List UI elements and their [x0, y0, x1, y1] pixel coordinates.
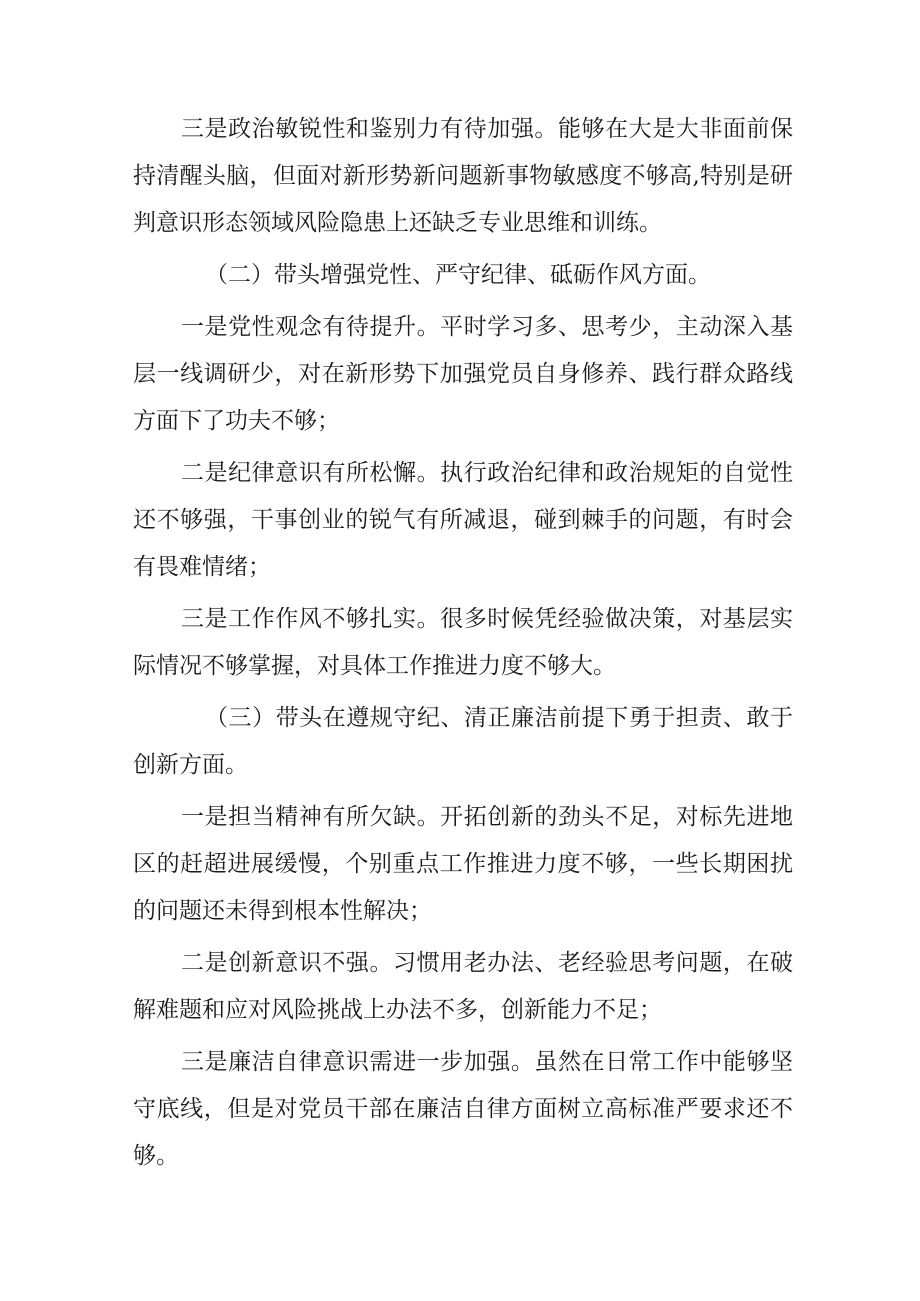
section-heading-3: （三）带头在遵规守纪、清正廉洁前提下勇于担责、敢于创新方面。: [133, 705, 793, 778]
paragraph-innovation: 二是创新意识不强。习惯用老办法、老经验思考问题，在破解难题和应对风险挑战上办法不多，创新能力不足；: [133, 950, 793, 1023]
section-heading-2: （二）带头增强党性、严守纪律、砥砺作风方面。: [205, 262, 711, 288]
paragraph-integrity: 三是廉洁自律意识需进一步加强。虽然在日常工作中能够坚守底线，但是对党员干部在廉洁自律方面树立高标准严要求还不够。: [133, 1049, 793, 1169]
paragraph-responsibility: 一是担当精神有所欠缺。开拓创新的劲头不足，对标先进地区的赶超进展缓慢，个别重点工作推进力度不够，一些长期困扰的问题还未得到根本性解决；: [133, 804, 793, 924]
document-body: [133, 106, 793, 1185]
paragraph-discipline: 二是纪律意识有所松懈。执行政治纪律和政治规矩的自觉性还不够强，干事创业的锐气有所减退，碰到棘手的问题，有时会有畏难情绪；: [133, 460, 793, 580]
paragraph-work-style: 三是工作作风不够扎实。很多时候凭经验做决策，对基层实际情况不够掌握，对具体工作推进力度不够大。: [133, 606, 793, 679]
paragraph-political-sensitivity: 三是政治敏锐性和鉴别力有待加强。能够在大是大非面前保持清醒头脑，但面对新形势新问题新事物敏感度不够高,特别是研判意识形态领域风险隐患上还缺乏专业思维和训练。: [133, 116, 793, 236]
paragraph-party-spirit: 一是党性观念有待提升。平时学习多、思考少，主动深入基层一线调研少，对在新形势下加强党员自身修养、践行群众路线方面下了功夫不够；: [133, 314, 793, 434]
